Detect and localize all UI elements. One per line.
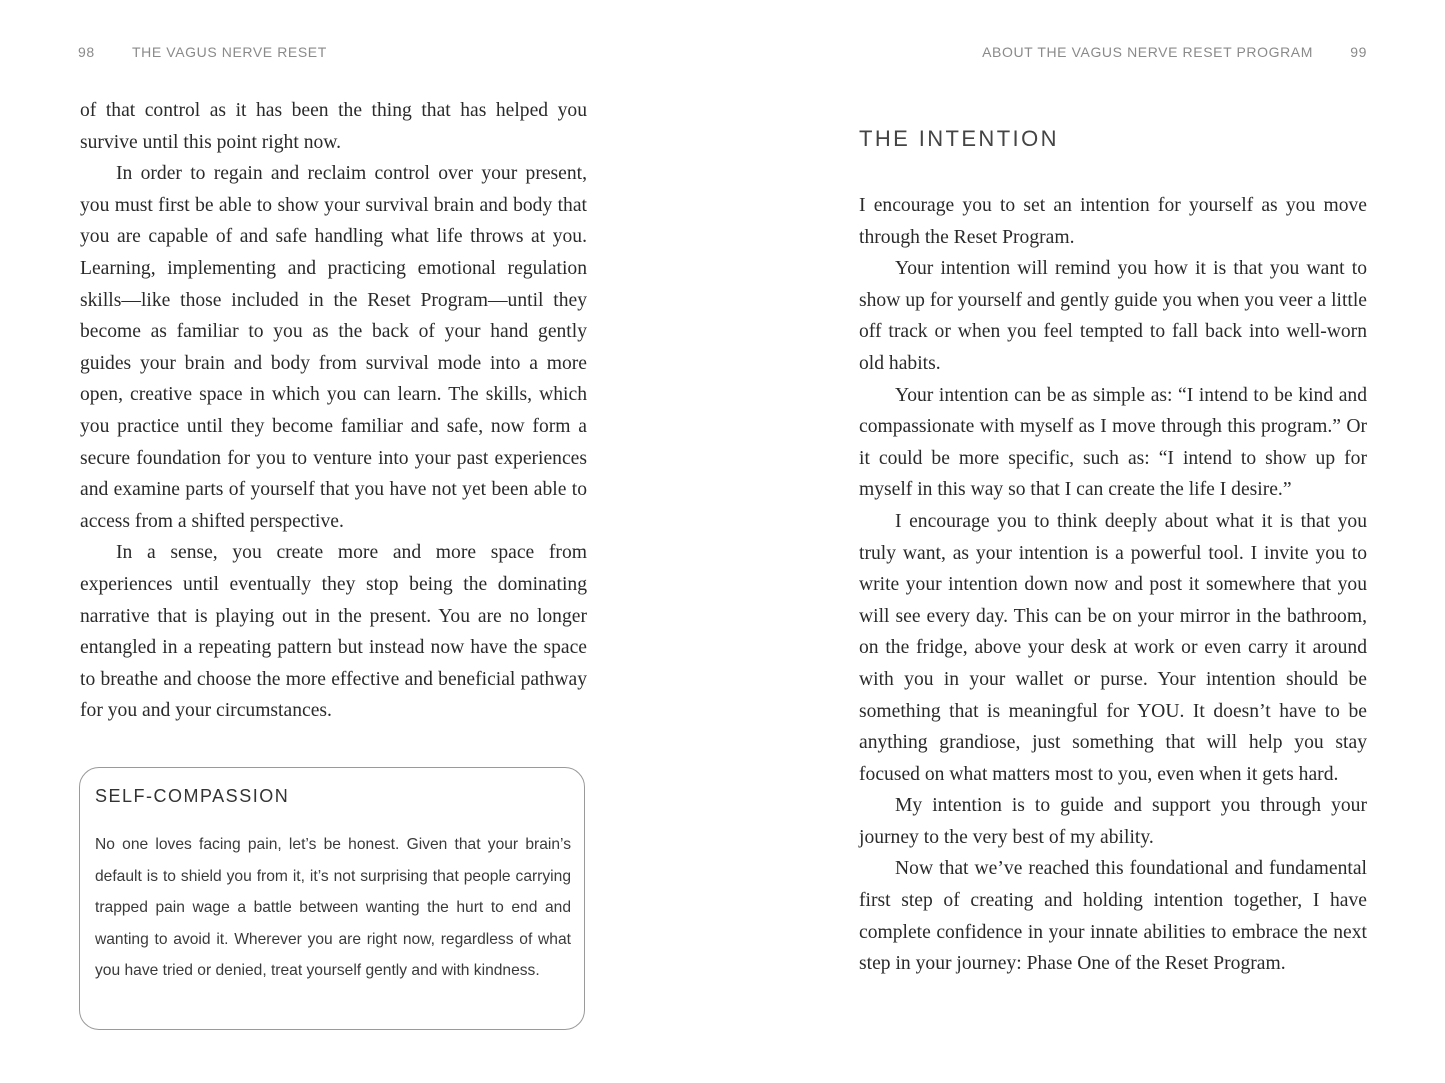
paragraph: I encourage you to set an intention for yourself as you move through the Reset Program. [859, 195, 1367, 248]
right-body-text [859, 190, 1367, 980]
paragraph: Your intention can be as simple as: “I intend to be kind and compassionate with myself as I move through this program.” Or it could be more specific, such as: “I intend to show up for myself in this way so that I can create the life I desire.” [859, 384, 1367, 501]
paragraph: In order to regain and reclaim control over your present, you must first be able to show your survival brain and body that you are capable of and safe handling what life throws at you. Learning, implementing and practicing emotional regulation skills—like those included in the Reset Program—until they become as familiar to you as the back of your hand gently guides your brain and body from survival mode into a more open, creative space in which you can learn. The skills, which you practice until they become familiar and safe, now form a secure foundation for you to venture into your past experiences and examine parts of yourself that you have not yet been able to access from a shifted perspective. [80, 163, 587, 532]
paragraph: I encourage you to think deeply about what it is that you truly want, as your intention is a powerful tool. I invite you to write your intention down now and post it somewhere that you will see every day. This can be on your mirror in the bathroom, on the fridge, above your desk at work or even carry it around with you in your wallet or purse. Your intention should be something that is meaningful for YOU. It doesn’t have to be anything grandiose, just something that will help you stay focused on what matters most to you, even when it gets hard. [859, 510, 1367, 785]
running-head-right: ABOUT THE VAGUS NERVE RESET PROGRAM [982, 44, 1313, 60]
left-body-text [80, 95, 587, 727]
paragraph: In a sense, you create more and more space from experiences until eventually they stop being the dominating narrative that is playing out in the present. You are no longer entangled in a repeating pattern but instead now have the space to breathe and choose the more effective and beneficial pathway for you and your circumstances. [80, 542, 587, 722]
page-number-right: 99 [1350, 44, 1367, 60]
page-number-left: 98 [78, 44, 95, 60]
left-page [0, 0, 722, 1083]
paragraph: Now that we’ve reached this foundational and fundamental first step of creating and holding intention together, I have complete confidence in your innate abilities to embrace the next step in your journey: Phase One of the Reset Program. [859, 858, 1367, 975]
running-head-left: THE VAGUS NERVE RESET [132, 44, 327, 60]
paragraph: My intention is to guide and support you through your journey to the very best of my ability. [859, 795, 1367, 848]
paragraph: of that control as it has been the thing that has helped you survive until this point right now. [80, 100, 587, 153]
callout-title: SELF-COMPASSION [95, 786, 290, 806]
callout-text: No one loves facing pain, let’s be honest. Given that your brain’s default is to shield you from it, it’s not surprising that people carrying trapped pain wage a battle between wanting the hurt to end and wanting to avoid it. Wherever you are right now, regardless of what you have tried or denied, treat yourself gently and with kindness. [95, 836, 571, 980]
right-page [722, 0, 1445, 1083]
section-heading: THE INTENTION [859, 126, 1059, 151]
self-compassion-callout [79, 767, 585, 1030]
paragraph: Your intention will remind you how it is that you want to show up for yourself and gently guide you when you veer a little off track or when you feel tempted to fall back into well-worn old habits. [859, 258, 1367, 374]
callout-body [95, 829, 571, 987]
